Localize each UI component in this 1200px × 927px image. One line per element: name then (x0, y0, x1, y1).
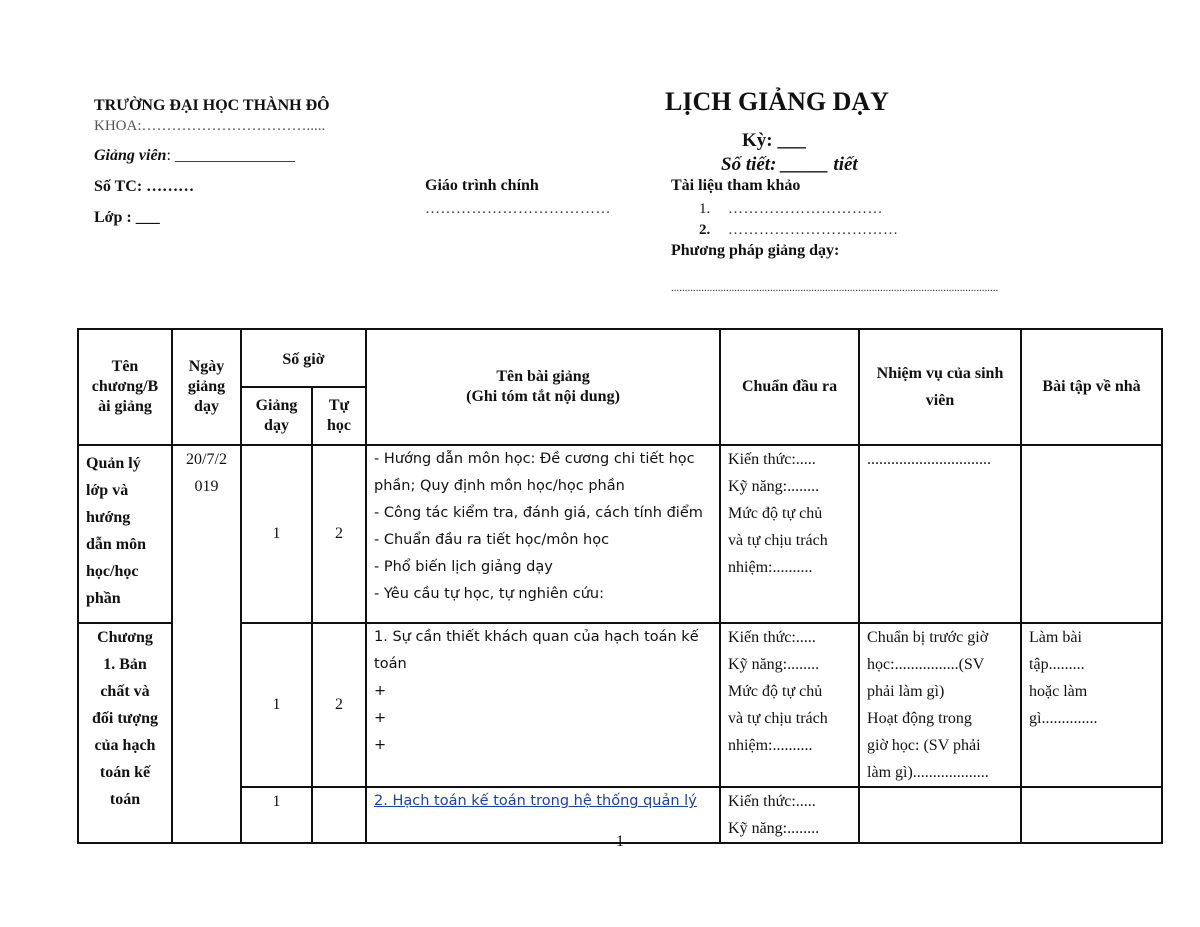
header-self (312, 387, 366, 445)
row2-task (859, 623, 1021, 787)
list-item: học:................(SV (867, 656, 985, 673)
list-item: Kỹ năng:........ (728, 656, 820, 673)
row1-chapter-line: Quản lý (86, 455, 141, 472)
row2-content (366, 623, 720, 787)
row1-date-line: 20/7/2 (186, 451, 227, 468)
header-homework: Bài tập về nhà (1021, 329, 1162, 445)
row2-chapter-line: toán kế (99, 764, 151, 781)
header-row (78, 329, 1162, 387)
header-date-line1: Ngày (188, 358, 225, 375)
header-lesson-line1: Tên bài giảng (496, 368, 590, 385)
list-item: Làm bài (1029, 629, 1082, 646)
header-teach-line1: Giảng (255, 397, 298, 414)
reference-2 (699, 222, 899, 239)
list-item: Hoạt động trong (867, 710, 972, 727)
school-name: TRƯỜNG ĐẠI HỌC THÀNH ĐÔ (94, 97, 330, 114)
row2-outcome (720, 623, 859, 787)
credits-line: Số TC: ……… (94, 178, 195, 195)
row2-chapter (78, 623, 172, 843)
header-self-line2: học (327, 417, 351, 434)
lecturer-line (94, 147, 295, 165)
list-item: gì.............. (1029, 710, 1098, 727)
row1-chapter-line: phần (86, 590, 121, 607)
row1-date-line: 019 (194, 478, 219, 495)
list-item: - Hướng dẫn môn học: Đề cương chi tiết học (374, 451, 695, 467)
list-item: Kỹ năng:........ (728, 820, 820, 837)
header-hours: Số giờ (241, 329, 366, 387)
header-teach (241, 387, 312, 445)
list-item: Kỹ năng:........ (728, 478, 820, 495)
textbook-label: Giáo trình chính (425, 177, 539, 194)
header-task-line2: viên (925, 392, 955, 409)
row2-chapter-line: đối tượng (91, 710, 159, 727)
reference-2-value: …………………………… (728, 222, 899, 238)
header-lesson (366, 329, 720, 445)
page-number: 1 (616, 833, 624, 850)
row1-chapter-line: dẫn môn (86, 536, 147, 553)
header-chapter-line1: Tên (111, 358, 139, 375)
header-lesson-line2: (Ghi tóm tắt nội dung) (466, 388, 620, 405)
header-self-line1: Tự (328, 397, 350, 414)
list-item: tập......... (1029, 656, 1085, 673)
list-item: Kiến thức:..... (728, 793, 816, 810)
lecturer-label: Giảng viên (94, 147, 167, 164)
list-item: Mức độ tự chủ (728, 683, 823, 700)
references-label: Tài liệu tham khảo (671, 177, 801, 194)
list-item: ............................... (867, 451, 992, 468)
row1-outcome (720, 445, 859, 623)
row2-chapter-line: 1. Bản (103, 656, 147, 673)
row1-teach-hours: 1 (241, 445, 312, 623)
table-row (78, 623, 1162, 787)
page-title: LỊCH GIẢNG DẠY (665, 87, 889, 116)
header-teach-line2: dạy (264, 417, 289, 434)
header-outcome: Chuẩn đầu ra (720, 329, 859, 445)
reference-2-num: 2. (699, 222, 711, 238)
list-item: Chuẩn bị trước giờ (867, 629, 989, 646)
list-item: + (374, 710, 387, 726)
header-date-line2: giảng (187, 378, 226, 395)
method-value: ....................................................................................................................... (671, 282, 999, 294)
lesson-link[interactable]: 2. Hạch toán kế toán trong hệ thống quản lý (374, 793, 697, 809)
row1-self-hours: 2 (312, 445, 366, 623)
header-date-line3: dạy (194, 398, 219, 415)
reference-1 (699, 201, 883, 218)
row2-self-hours: 2 (312, 623, 366, 787)
reference-1-num: 1. (699, 201, 711, 217)
list-item: hoặc làm (1029, 683, 1088, 700)
row1-chapter-line: lớp và (86, 482, 129, 499)
list-item: phải làm gì) (867, 683, 945, 700)
method-label: Phương pháp giảng dạy: (671, 242, 840, 259)
faculty-line: KHOA:……………………………..... (94, 118, 326, 134)
row1-chapter-line: học/học (86, 563, 139, 580)
periods-line: Số tiết: _____ tiết (721, 154, 858, 175)
row2-homework (1021, 623, 1162, 787)
row2-chapter-line: của hạch (94, 737, 156, 754)
row2-chapter-line: toán (109, 791, 141, 808)
list-item: - Phổ biến lịch giảng dạy (374, 559, 553, 575)
list-item: Kiến thức:..... (728, 451, 816, 468)
row1-homework (1021, 445, 1162, 623)
list-item: - Yêu cầu tự học, tự nghiên cứu: (374, 586, 604, 602)
header-task-line1: Nhiệm vụ của sinh (876, 365, 1004, 382)
list-item: + (374, 683, 387, 699)
row2-chapter-line: Chương (97, 629, 153, 646)
list-item: Mức độ tự chủ (728, 505, 823, 522)
list-item: toán (374, 656, 407, 672)
list-item: - Chuẩn đầu ra tiết học/môn học (374, 532, 610, 548)
header-chapter-line2: chương/B (91, 378, 159, 395)
list-item: - Công tác kiểm tra, đánh giá, cách tính điểm (374, 505, 703, 521)
table-row (78, 445, 1162, 623)
semester-line: Kỳ: ___ (742, 130, 806, 151)
row1-chapter (78, 445, 172, 623)
schedule-table (77, 328, 1163, 844)
textbook-value: ……………………………… (425, 201, 611, 217)
row1-chapter-line: hướng (86, 509, 131, 526)
list-item: và tự chịu trách (728, 532, 828, 549)
class-line: Lớp : ___ (94, 209, 160, 226)
header-chapter-line3: ài giảng (98, 398, 152, 415)
row1-task (859, 445, 1021, 623)
list-item: Kiến thức:..... (728, 629, 816, 646)
list-item: nhiệm:.......... (728, 737, 813, 754)
list-item: + (374, 737, 387, 753)
row2-teach-hours: 1 (241, 623, 312, 787)
row1-content (366, 445, 720, 623)
header-task (859, 329, 1021, 445)
list-item: phần; Quy định môn học/học phần (374, 478, 625, 494)
list-item: làm gì)................... (867, 764, 989, 781)
row2-chapter-line: chất và (100, 683, 150, 700)
header-date (172, 329, 241, 445)
row3-teach-hours: 1 (241, 787, 312, 843)
list-item: và tự chịu trách (728, 710, 828, 727)
list-item: 1. Sự cần thiết khách quan của hạch toán kế (374, 629, 699, 645)
row1-date (172, 445, 241, 843)
list-item: giờ học: (SV phải (867, 737, 981, 754)
header-chapter (78, 329, 172, 445)
list-item: nhiệm:.......... (728, 559, 813, 576)
reference-1-value: ………………………… (728, 201, 883, 217)
lecturer-value: : _______________ (166, 147, 295, 164)
